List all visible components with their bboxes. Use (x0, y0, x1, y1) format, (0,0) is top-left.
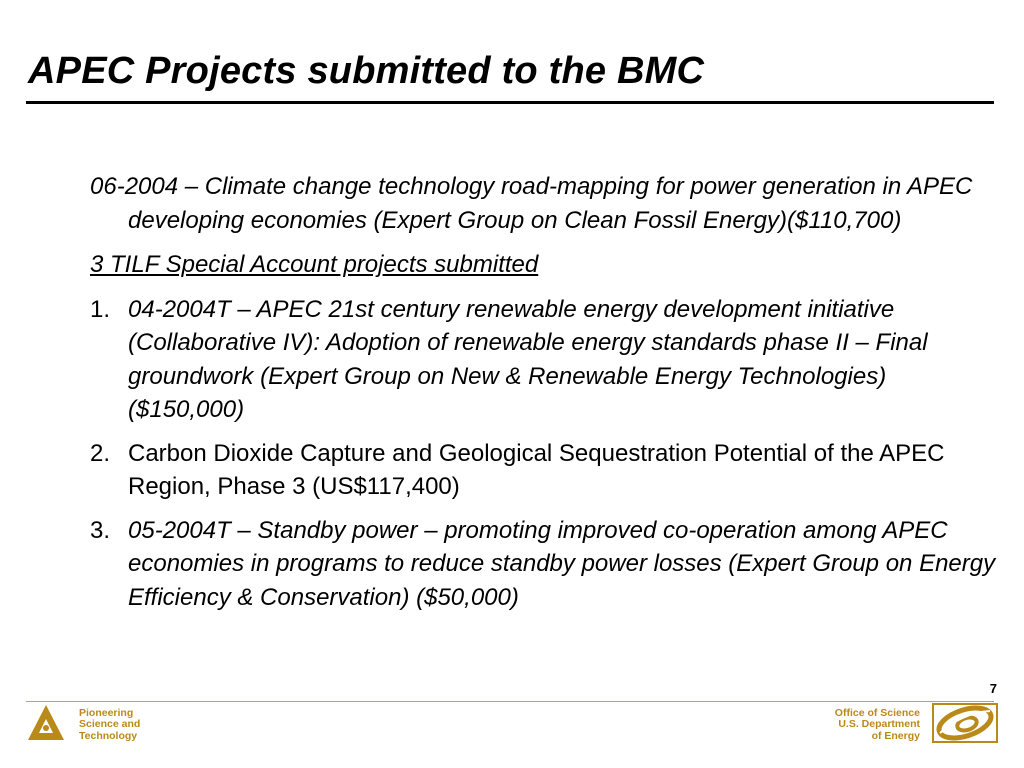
list-item-number: 3. (90, 516, 111, 544)
footer-tagline-line: Pioneering (79, 706, 134, 719)
list-item (90, 437, 1005, 504)
title-underline (26, 101, 994, 104)
slide-content (90, 170, 1005, 624)
footer-agency-line: Office of Science (834, 706, 920, 719)
list-item-text: 04-2004T – APEC 21st century renewable energy development initiative (Collaborative IV): Adoption of renewable energy standards phase II – Final groundwork (Expert Group on New & Renewable Energy Technologies) ($150,000) (128, 295, 928, 423)
list-item-text: Carbon Dioxide Capture and Geological Sequestration Potential of the APEC Region, Phase 3 (US$117,400) (128, 439, 945, 500)
list-item-text: 05-2004T – Standby power – promoting improved co-operation among APEC economies in programs to reduce standby power losses (Expert Group on Energy Efficiency & Conservation) ($50,000) (128, 516, 996, 611)
list-item (90, 293, 1005, 427)
footer-tagline-line: Science and (79, 718, 141, 731)
footer-left (26, 705, 140, 745)
footer-right (835, 705, 998, 745)
slide-title: APEC Projects submitted to the BMC (28, 50, 705, 92)
list-item-number: 2. (90, 439, 111, 467)
footer-tagline-line: Technology (79, 729, 138, 742)
footer-agency (835, 708, 920, 743)
footer-divider (26, 701, 994, 702)
atom-triangle-logo-icon (26, 703, 66, 748)
footer-tagline (79, 708, 140, 743)
list-item-number: 1. (90, 295, 111, 323)
intro-paragraph: 06-2004 – Climate change technology road-mapping for power generation in APEC developing economies (Expert Group on Clean Fossil Energy)($110,700) (90, 173, 973, 234)
footer-agency-line: of Energy (871, 729, 920, 742)
footer-agency-line: U.S. Department (838, 718, 920, 731)
doe-swirl-logo-icon (932, 703, 998, 748)
list-item (90, 514, 1005, 615)
page-number: 7 (989, 681, 997, 696)
section-heading: 3 TILF Special Account projects submitted (90, 251, 539, 278)
